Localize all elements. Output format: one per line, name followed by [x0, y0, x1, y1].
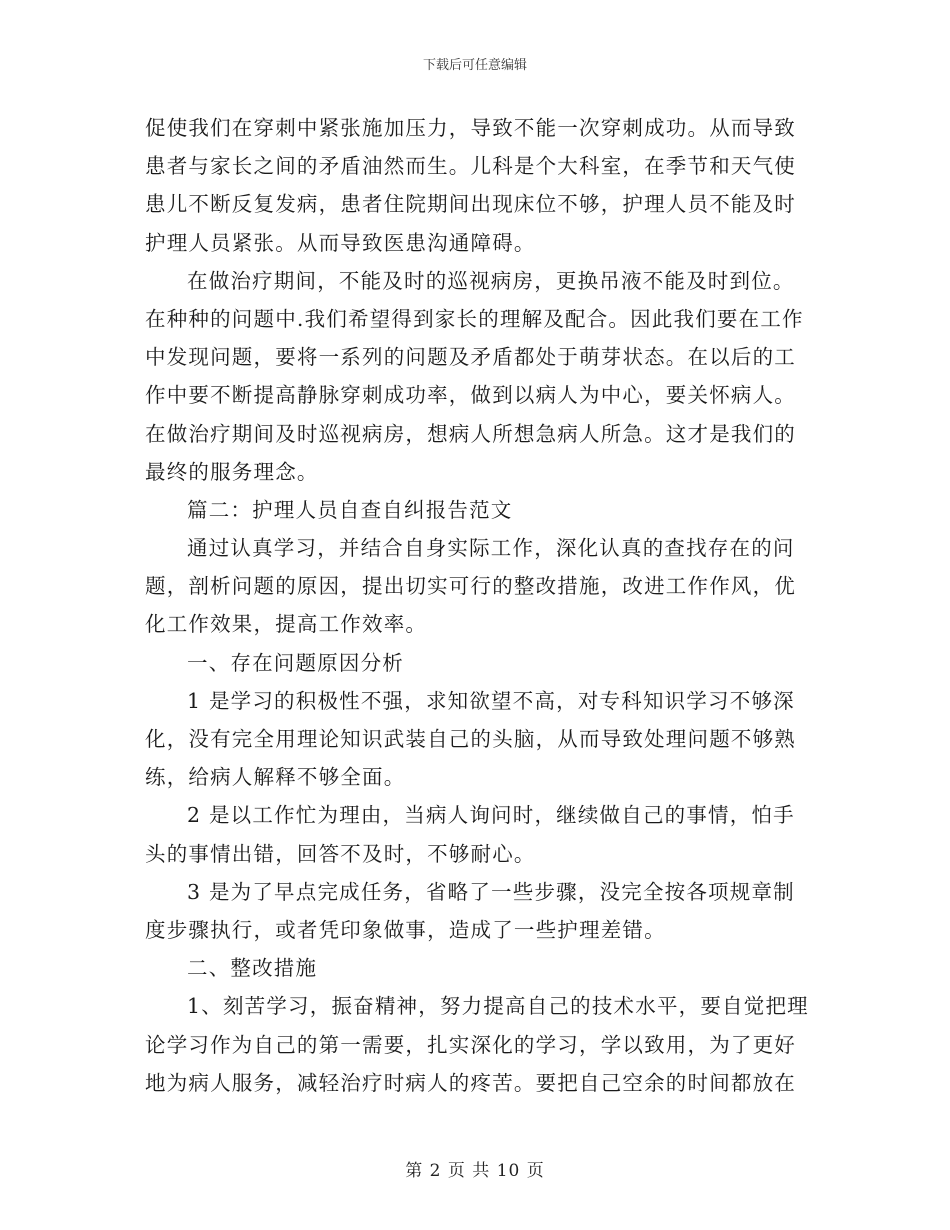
text-line: 作中要不断提高静脉穿刺成功率，做到以病人为中心，要关怀病人。 — [145, 383, 796, 408]
text-line: 最终的服务理念。 — [145, 459, 319, 484]
text-line: 3 是为了早点完成任务，省略了一些步骤，没完全按各项规章制 — [187, 879, 795, 904]
text-line: 1 是学习的积极性不强，求知欲望不高，对专科知识学习不够深 — [187, 688, 795, 713]
text-line: 护理人员紧张。从而导致医患沟通障碍。 — [145, 230, 536, 255]
text-line: 题，剖析问题的原因，提出切实可行的整改措施，改进工作作风，优 — [145, 574, 796, 599]
text-line: 促使我们在穿刺中紧张施加压力，导致不能一次穿刺成功。从而导致 — [145, 116, 796, 140]
page-header-note: 下载后可任意编辑 — [422, 58, 527, 73]
text-line: 患者与家长之间的矛盾油然而生。儿科是个大科室，在季节和天气使 — [145, 154, 796, 179]
text-line: 中发现问题，要将一系列的问题及矛盾都处于萌芽状态。在以后的工 — [145, 345, 796, 370]
text-line: 患儿不断反复发病，患者住院期间出现床位不够，护理人员不能及时 — [145, 192, 796, 217]
text-line: 2 是以工作忙为理由，当病人询问时，继续做自己的事情，怕手 — [187, 803, 795, 828]
text-line: 头的事情出错，回答不及时，不够耐心。 — [145, 841, 536, 866]
text-line: 化工作效果，提高工作效率。 — [145, 612, 428, 637]
text-line: 二、整改措施 — [187, 956, 318, 981]
text-line: 地为病人服务，减轻治疗时病人的疼苦。要把自己空余的时间都放在 — [145, 1070, 796, 1095]
text-line: 在做治疗期间，不能及时的巡视病房，更换吊液不能及时到位。 — [187, 268, 795, 293]
text-line: 度步骤执行，或者凭印象做事，造成了一些护理差错。 — [145, 917, 666, 942]
text-line: 通过认真学习，并结合自身实际工作，深化认真的查找存在的问 — [187, 536, 795, 561]
text-line: 化，没有完全用理论知识武装自己的头脑，从而导致处理问题不够熟 — [145, 727, 796, 751]
text-line: 在种种的问题中.我们希望得到家长的理解及配合。因此我们要在工作 — [145, 306, 804, 331]
text-line: 论学习作为自己的第一需要，扎实深化的学习，学以致用，为了更好 — [145, 1032, 796, 1057]
text-line: 练，给病人解释不够全面。 — [145, 765, 406, 790]
document-body — [145, 109, 810, 1102]
page-number-footer: 第 2 页 共 10 页 — [405, 1161, 545, 1181]
text-line: 1、刻苦学习，振奋精神，努力提高自己的技术水平，要自觉把理 — [187, 994, 809, 1019]
text-line: 在做治疗期间及时巡视病房，想病人所想急病人所急。这才是我们的 — [145, 421, 796, 446]
text-line: 一、存在问题原因分析 — [187, 650, 404, 675]
text-line: 篇二：护理人员自查自纠报告范文 — [187, 497, 513, 522]
